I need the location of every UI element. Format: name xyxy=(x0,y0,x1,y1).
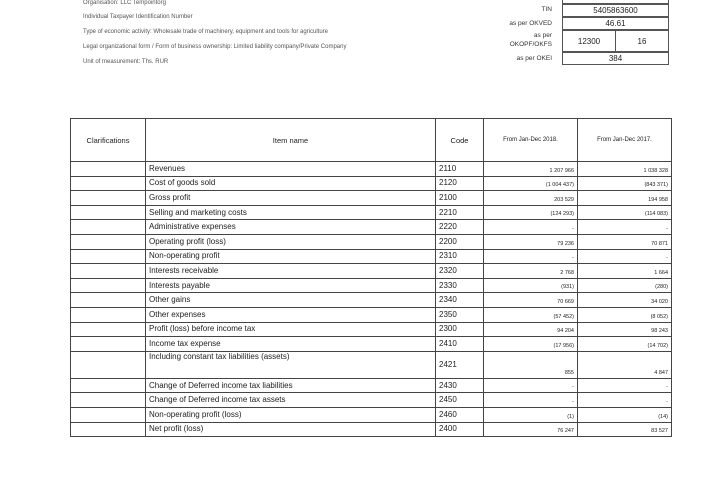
clarification-cell xyxy=(71,220,146,235)
value-2018-cell: (1 004 437) xyxy=(484,176,578,191)
clarification-cell xyxy=(71,422,146,437)
table-row xyxy=(71,422,672,437)
value-2017-cell: - xyxy=(578,249,672,264)
code-cell: 2421 xyxy=(436,351,484,378)
clarification-cell xyxy=(71,162,146,177)
value-2017-cell: 1 664 xyxy=(578,264,672,279)
clarification-cell xyxy=(71,205,146,220)
okopf-label-2: OKOPF/OKFS xyxy=(509,41,552,48)
value-2018-cell: 203 529 xyxy=(484,191,578,206)
item-name-cell: Interests payable xyxy=(146,278,436,293)
value-2017-cell: (14 702) xyxy=(578,337,672,352)
code-cell: 2300 xyxy=(436,322,484,337)
value-2018-cell: - xyxy=(484,378,578,393)
value-2017-cell: - xyxy=(578,378,672,393)
item-name-cell: Interests receivable xyxy=(146,264,436,279)
header-period-2017: From Jan-Dec 2017. xyxy=(578,119,672,162)
code-cell: 2400 xyxy=(436,422,484,437)
item-name-cell: Including constant tax liabilities (assets) xyxy=(146,351,436,378)
item-name-cell: Cost of goods sold xyxy=(146,176,436,191)
value-2018-cell: - xyxy=(484,393,578,408)
code-cell: 2450 xyxy=(436,393,484,408)
value-2018-cell: 1 207 966 xyxy=(484,162,578,177)
header-period-2018: From Jan-Dec 2018. xyxy=(484,119,578,162)
value-2018-cell: (931) xyxy=(484,278,578,293)
item-name-cell: Gross profit xyxy=(146,191,436,206)
table-row xyxy=(71,162,672,177)
item-name-cell: Administrative expenses xyxy=(146,220,436,235)
value-2018-cell: 70 669 xyxy=(484,293,578,308)
header-clarifications: Clarifications xyxy=(71,119,146,162)
table-row xyxy=(71,337,672,352)
value-2018-cell: 76 247 xyxy=(484,422,578,437)
code-cell: 2310 xyxy=(436,249,484,264)
table-row xyxy=(71,293,672,308)
value-2017-cell: (843 371) xyxy=(578,176,672,191)
table-row xyxy=(71,264,672,279)
table-row xyxy=(71,205,672,220)
item-name-cell: Non-operating profit (loss) xyxy=(146,407,436,422)
item-name-cell: Profit (loss) before income tax xyxy=(146,322,436,337)
clarification-cell xyxy=(71,378,146,393)
okei-label: as per OKEI xyxy=(516,55,552,62)
value-2018-cell: 855 xyxy=(484,351,578,378)
table-row xyxy=(71,234,672,249)
item-name-cell: Other expenses xyxy=(146,307,436,322)
value-2018-cell: 94 204 xyxy=(484,322,578,337)
value-2018-cell: - xyxy=(484,220,578,235)
clarification-cell xyxy=(71,264,146,279)
clarification-cell xyxy=(71,293,146,308)
clarification-cell xyxy=(71,234,146,249)
clarification-cell xyxy=(71,307,146,322)
value-2017-cell: (114 083) xyxy=(578,205,672,220)
value-2018-cell: - xyxy=(484,249,578,264)
value-2018-cell: 2 768 xyxy=(484,264,578,279)
okved-label: as per OKVED xyxy=(509,20,552,27)
tin-label: TIN xyxy=(541,6,552,13)
taxpayer-id-line: Individual Taxpayer Identification Number xyxy=(83,14,193,20)
code-cell: 2120 xyxy=(436,176,484,191)
clarification-cell xyxy=(71,191,146,206)
economic-activity-line: Type of economic activity: Wholesale trade of machinery, equipment and tools for agriculture xyxy=(83,29,329,35)
table-row xyxy=(71,176,672,191)
code-cell: 2100 xyxy=(436,191,484,206)
table-row xyxy=(71,378,672,393)
item-name-cell: Other gains xyxy=(146,293,436,308)
item-name-cell: Change of Deferred income tax assets xyxy=(146,393,436,408)
clarification-cell xyxy=(71,393,146,408)
clarification-cell xyxy=(71,322,146,337)
code-cell: 2110 xyxy=(436,162,484,177)
table-row xyxy=(71,407,672,422)
header-code: Code xyxy=(436,119,484,162)
okopf-label-1: as per xyxy=(533,32,552,39)
code-cell: 2210 xyxy=(436,205,484,220)
item-name-cell: Selling and marketing costs xyxy=(146,205,436,220)
okfs-value: 16 xyxy=(615,31,668,51)
okei-value: 384 xyxy=(562,52,669,65)
value-2018-cell: 79 236 xyxy=(484,234,578,249)
code-cell: 2460 xyxy=(436,407,484,422)
organisation-line: Organisation: LLC Tempointorg xyxy=(83,0,166,6)
value-2017-cell: 70 871 xyxy=(578,234,672,249)
table-row xyxy=(71,191,672,206)
value-2017-cell: (8 052) xyxy=(578,307,672,322)
value-2018-cell: (1) xyxy=(484,407,578,422)
item-name-cell: Revenues xyxy=(146,162,436,177)
value-2017-cell: - xyxy=(578,393,672,408)
item-name-cell: Income tax expense xyxy=(146,337,436,352)
value-2017-cell: 4 847 xyxy=(578,351,672,378)
clarification-cell xyxy=(71,278,146,293)
value-2017-cell: 98 243 xyxy=(578,322,672,337)
value-2017-cell: 194 958 xyxy=(578,191,672,206)
okopf-value: 12300 xyxy=(577,36,601,46)
code-cell: 2350 xyxy=(436,307,484,322)
okopf-okfs-box xyxy=(562,30,669,52)
tin-value: 5405863600 xyxy=(562,4,669,17)
unit-line: Unit of measurement: Ths. RUR xyxy=(83,59,169,65)
value-2017-cell: (280) xyxy=(578,278,672,293)
table-row xyxy=(71,220,672,235)
table-row xyxy=(71,351,672,378)
value-2017-cell: 1 038 328 xyxy=(578,162,672,177)
item-name-cell: Change of Deferred income tax liabilities xyxy=(146,378,436,393)
value-2018-cell: (17 956) xyxy=(484,337,578,352)
item-name-cell: Net profit (loss) xyxy=(146,422,436,437)
value-2017-cell: 83 527 xyxy=(578,422,672,437)
income-statement-table xyxy=(70,118,672,437)
code-cell: 2430 xyxy=(436,378,484,393)
table-row xyxy=(71,393,672,408)
item-name-cell: Non-operating profit xyxy=(146,249,436,264)
code-cell: 2410 xyxy=(436,337,484,352)
code-cell: 2200 xyxy=(436,234,484,249)
table-row xyxy=(71,249,672,264)
okved-value: 46.61 xyxy=(562,17,669,30)
code-cell: 2340 xyxy=(436,293,484,308)
code-cell: 2330 xyxy=(436,278,484,293)
table-row xyxy=(71,307,672,322)
table-header-row xyxy=(71,119,672,162)
clarification-cell xyxy=(71,351,146,378)
clarification-cell xyxy=(71,337,146,352)
table-row xyxy=(71,278,672,293)
clarification-cell xyxy=(71,407,146,422)
item-name-cell: Operating profit (loss) xyxy=(146,234,436,249)
code-cell: 2220 xyxy=(436,220,484,235)
header-item-name: Item name xyxy=(146,119,436,162)
legal-form-line: Legal organizational form / Form of business ownership: Limited liability company/Private Company xyxy=(83,44,347,50)
table-row xyxy=(71,322,672,337)
value-2018-cell: (124 293) xyxy=(484,205,578,220)
value-2017-cell: - xyxy=(578,220,672,235)
value-2017-cell: (14) xyxy=(578,407,672,422)
value-2018-cell: (57 452) xyxy=(484,307,578,322)
clarification-cell xyxy=(71,176,146,191)
value-2017-cell: 34 020 xyxy=(578,293,672,308)
code-cell: 2320 xyxy=(436,264,484,279)
clarification-cell xyxy=(71,249,146,264)
